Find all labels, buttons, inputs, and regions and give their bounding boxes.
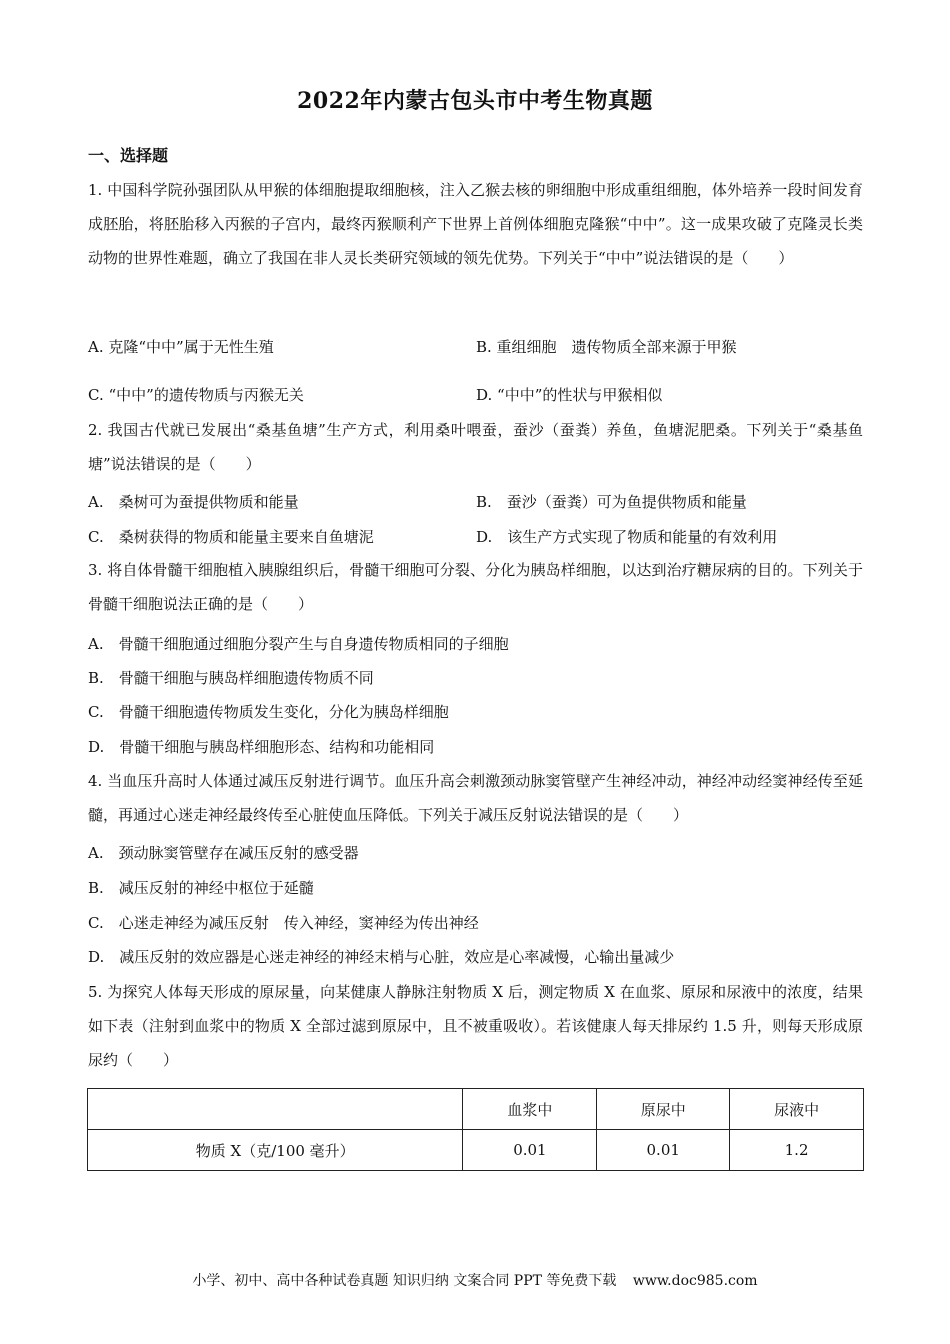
table-cell: 物质 X（克/100 毫升） [88,1130,463,1171]
question-1-option-d: D. “中中”的性状与甲猴相似 [476,386,663,404]
question-1-option-c: C. “中中”的遗传物质与丙猴无关 [88,386,304,404]
table-header-cell: 尿液中 [730,1089,864,1130]
question-2-option-d: D. 该生产方式实现了物质和能量的有效利用 [476,528,778,546]
page-title: 2022年内蒙古包头市中考生物真题 [297,88,653,114]
question-4-option-d: D. 减压反射的效应器是心迷走神经的神经末梢与心脏，效应是心率减慢，心输出量减少 [88,948,675,966]
table-header-cell: 血浆中 [463,1089,597,1130]
page-footer [0,1270,950,1290]
question-4-option-c: C. 心迷走神经为减压反射 传入神经，窦神经为传出神经 [88,914,479,932]
question-4-option-b: B. 减压反射的神经中枢位于延髓 [88,879,314,897]
question-3-option-d: D. 骨髓干细胞与胰岛样细胞形态、结构和功能相同 [88,738,435,756]
question-3-option-b: B. 骨髓干细胞与胰岛样细胞遗传物质不同 [88,669,374,687]
question-5-stem: 5. 为探究人体每天形成的原尿量，向某健康人静脉注射物质 X 后，测定物质 X 在血浆、原尿和尿液中的浓度，结果如下表（注射到血浆中的物质 X 全部过滤到原尿中，且不被重吸收）。若该健康人每天排尿约 1.5 升，则每天形成原尿约（ ） [88,983,863,1069]
question-3-stem: 3. 将自体骨髓干细胞植入胰腺组织后，骨髓干细胞可分裂、分化为胰岛样细胞，以达到治疗糖尿病的目的。下列关于骨髓干细胞说法正确的是（ ） [88,561,863,613]
question-4-stem: 4. 当血压升高时人体通过减压反射进行调节。血压升高会刺激颈动脉窦管壁产生神经冲动，神经冲动经窦神经传至延髓，再通过心迷走神经最终传至心脏使血压降低。下列关于减压反射说法错误的是（ ） [88,772,863,824]
table-header-cell [88,1089,463,1130]
section-heading: 一、选择题 [88,146,169,165]
table-cell: 0.01 [463,1130,597,1171]
table-cell: 1.2 [730,1130,864,1171]
question-3 [88,553,863,621]
question-2-stem: 2. 我国古代就已发展出“桑基鱼塘”生产方式，利用桑叶喂蚕，蚕沙（蚕粪）养鱼，鱼塘泥肥桑。下列关于“桑基鱼塘”说法错误的是（ ） [88,421,863,473]
question-2-option-b: B. 蚕沙（蚕粪）可为鱼提供物质和能量 [476,493,747,511]
question-2-option-a: A. 桑树可为蚕提供物质和能量 [88,493,299,511]
question-4 [88,764,863,832]
question-5 [88,975,863,1077]
footer-text: 小学、初中、高中各种试卷真题 知识归纳 文案合同 PPT 等免费下载 [192,1273,617,1289]
question-2 [88,413,863,481]
question-2-option-c: C. 桑树获得的物质和能量主要来自鱼塘泥 [88,528,374,546]
table-header-row [88,1089,864,1130]
question-1-stem: 1. 中国科学院孙强团队从甲猴的体细胞提取细胞核，注入乙猴去核的卵细胞中形成重组细胞，体外培养一段时间发育成胚胎，将胚胎移入丙猴的子宫内，最终丙猴顺利产下世界上首例体细胞克隆猴“中中”。这一成果攻破了克隆灵长类动物的世界性难题，确立了我国在非人灵长类研究领域的领先优势。下列关于“中中”说法错误的是（ ） [88,181,863,267]
question-4-option-a: A. 颈动脉窦管壁存在减压反射的感受器 [88,844,359,862]
question-3-option-c: C. 骨髓干细胞遗传物质发生变化，分化为胰岛样细胞 [88,703,449,721]
question-1-option-a: A. 克隆“中中”属于无性生殖 [88,338,274,356]
question-1 [88,173,863,275]
concentration-table [87,1088,864,1171]
question-3-option-a: A. 骨髓干细胞通过细胞分裂产生与自身遗传物质相同的子细胞 [88,635,509,653]
question-1-option-b: B. 重组细胞 遗传物质全部来源于甲猴 [476,338,737,356]
footer-site-link[interactable]: www.doc985.com [632,1273,758,1289]
table-cell: 0.01 [597,1130,730,1171]
table-row [88,1130,864,1171]
table-header-cell: 原尿中 [597,1089,730,1130]
